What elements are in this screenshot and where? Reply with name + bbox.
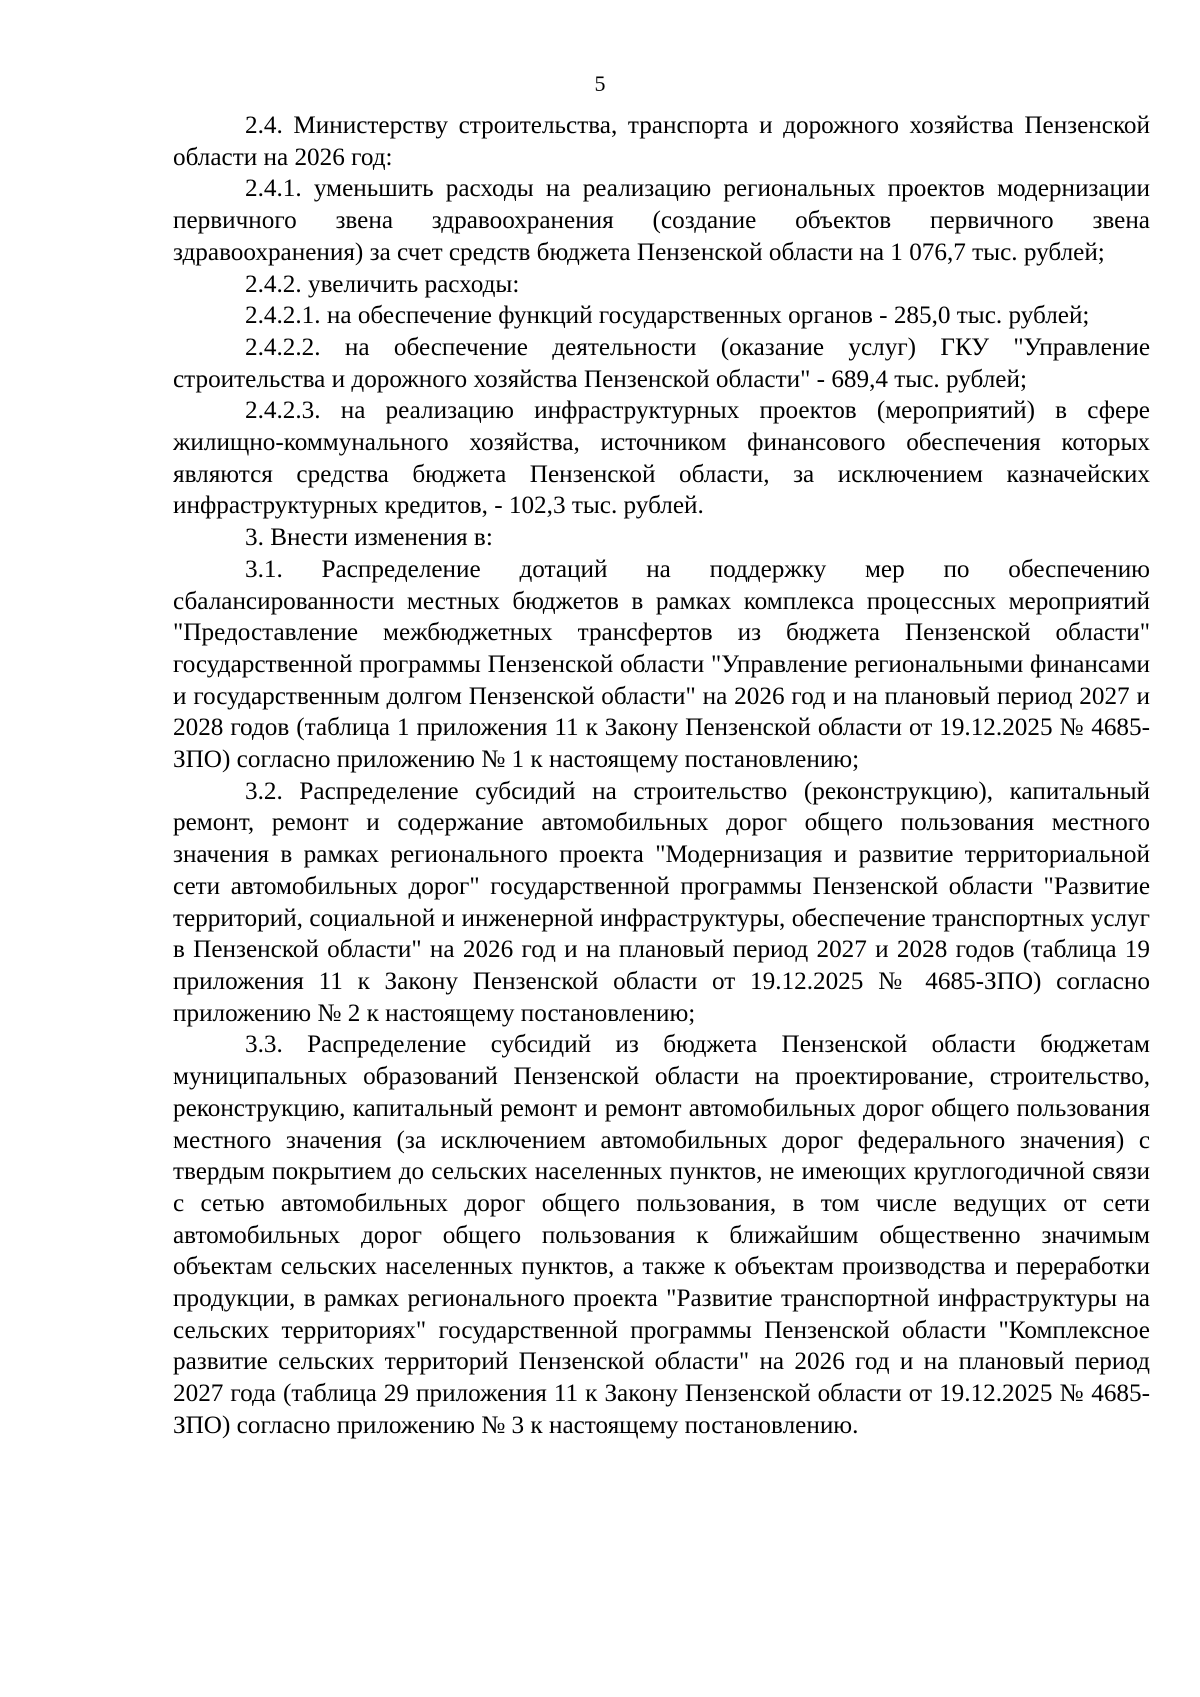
paragraph-3-1: 3.1. Распределение дотаций на поддержку мер по обеспечению сбалансированности местных бюджетов в рамках комплекса процессных мероприятий "Предоставление межбюджетных трансфертов из бюджета Пензенской области" государственной программы Пензенской области "Управление региональными финансами и государственным долгом Пензенской области" на 2026 год и на плановый период 2027 и 2028 годов (таблица 1 приложения 11 к Закону Пензенской области от 19.12.2025 № 4685-ЗПО) согласно приложению № 1 к настоящему постановлению; [173,555,1150,774]
paragraph-3-3: 3.3. Распределение субсидий из бюджета Пензенской области бюджетам муниципальных образований Пензенской области на проектирование, строительство, реконструкцию, капитальный ремонт и ремонт автомобильных дорог общего пользования местного значения (за исключением автомобильных дорог федерального значения) с твердым покрытием до сельских населенных пунктов, не имеющих круглогодичной связи с сетью автомобильных дорог общего пользования, в том числе ведущих от сети автомобильных дорог общего пользования к ближайшим общественно значимым объектам сельских населенных пунктов, а также к объектам производства и переработки продукции, в рамках регионального проекта "Развитие транспортной инфраструктуры на сельских территориях" государственной программы Пензенской области "Комплексное развитие сельских территорий Пензенской области" на 2026 год и на плановый период 2027 года (таблица 29 приложения 11 к Закону Пензенской области от 19.12.2025 № 4685-ЗПО) согласно приложению № 3 к настоящему постановлению. [173,1031,1150,1439]
paragraph-2-4-2-1: 2.4.2.1. на обеспечение функций государственных органов - 285,0 тыс. рублей; [245,302,1090,330]
page-number: 5 [594,71,606,96]
paragraph-2-4-1: 2.4.1. уменьшить расходы на реализацию региональных проектов модернизации первичного звена здравоохранения (создание объектов первичного звена здравоохранения) за счет средств бюджета Пензенской области на 1 076,7 тыс. рублей; [173,175,1150,266]
paragraph-2-4-2-3: 2.4.2.3. на реализацию инфраструктурных проектов (мероприятий) в сфере жилищно-коммунального хозяйства, источником финансового обеспечения которых являются средства бюджета Пензенской области, за исключением казначейских инфраструктурных кредитов, - 102,3 тыс. рублей. [173,397,1150,520]
paragraph-3: 3. Внести изменения в: [245,524,493,552]
paragraph-2-4: 2.4. Министерству строительства, транспорта и дорожного хозяйства Пензенской области на 2026 год: [173,112,1150,171]
paragraph-2-4-2: 2.4.2. увеличить расходы: [245,270,520,298]
document-body [173,110,1150,1442]
paragraph-2-4-2-2: 2.4.2.2. на обеспечение деятельности (оказание услуг) ГКУ "Управление строительства и дорожного хозяйства Пензенской области" - 689,4 тыс. рублей; [173,333,1150,393]
paragraph-3-2: 3.2. Распределение субсидий на строительство (реконструкцию), капитальный ремонт, ремонт и содержание автомобильных дорог общего пользования местного значения в рамках регионального проекта "Модернизация и развитие территориальной сети автомобильных дорог" государственной программы Пензенской области "Развитие территорий, социальной и инженерной инфраструктуры, обеспечение транспортных услуг в Пензенской области" на 2026 год и на плановый период 2027 и 2028 годов (таблица 19 приложения 11 к Закону Пензенской области от 19.12.2025 № 4685-ЗПО) согласно приложению № 2 к настоящему постановлению; [173,777,1150,1027]
